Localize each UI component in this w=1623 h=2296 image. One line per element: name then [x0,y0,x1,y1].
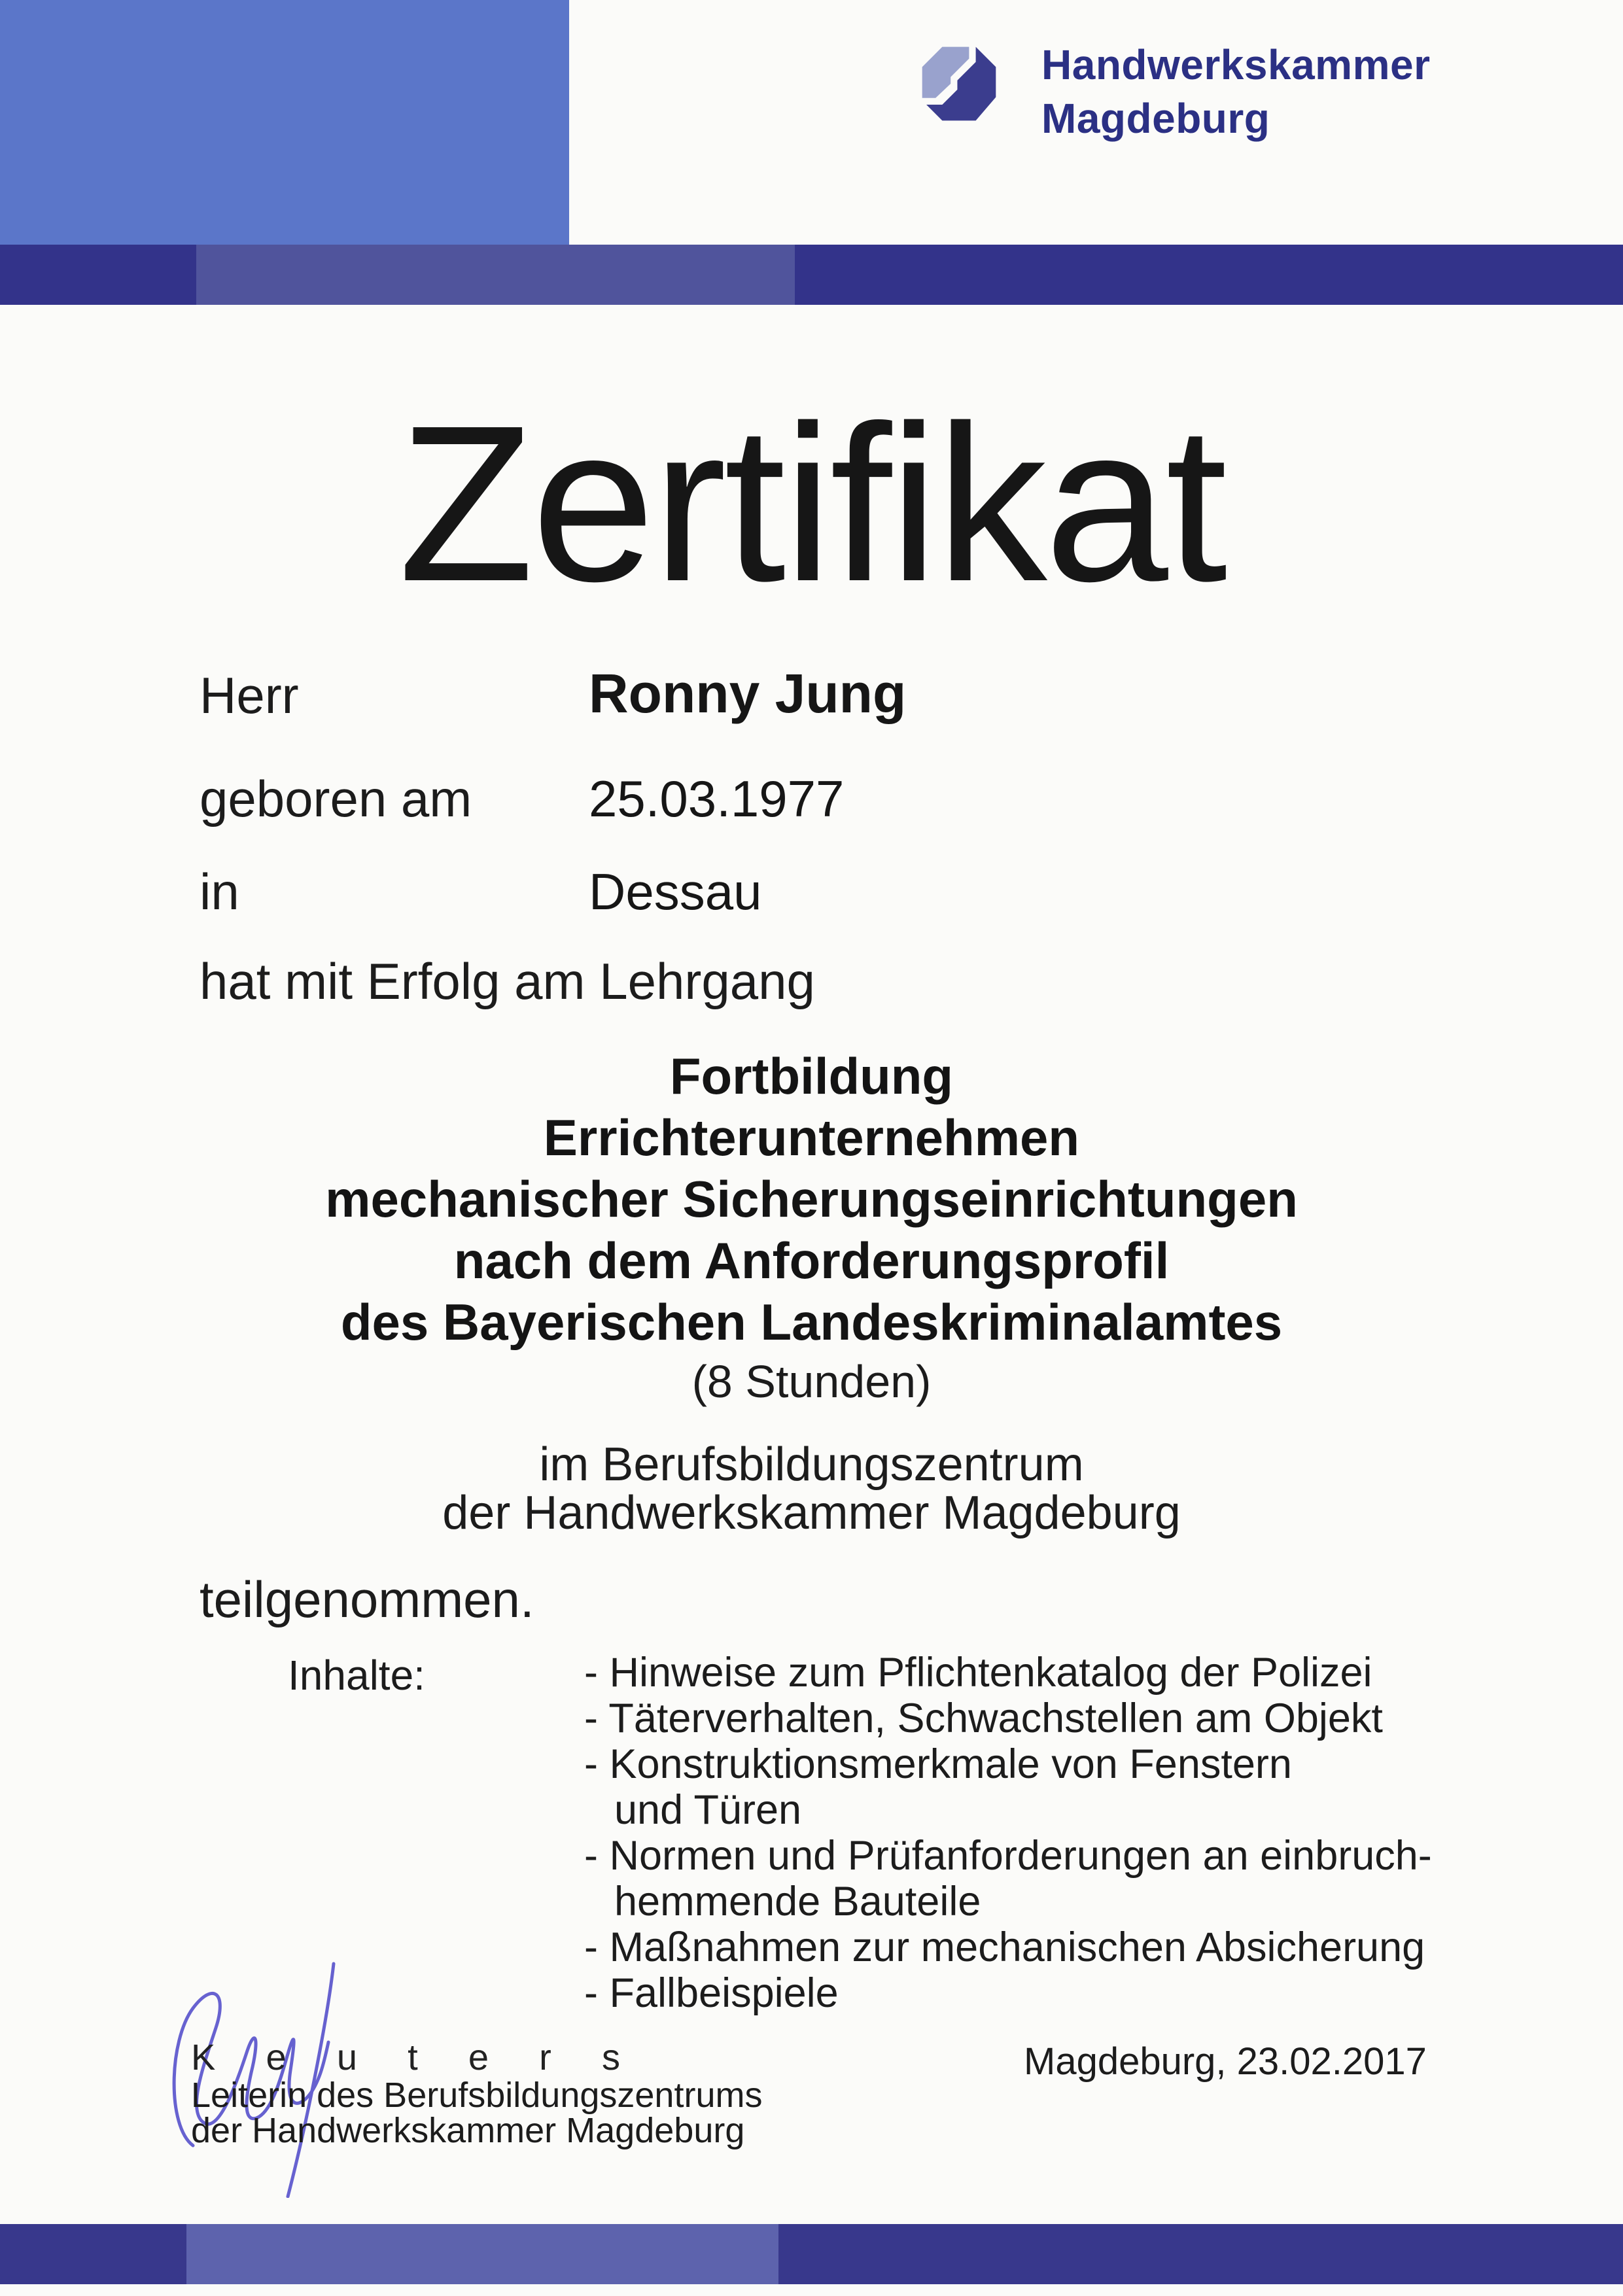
course-title-line: Fortbildung [669,1047,954,1105]
footer-band [0,2224,1623,2284]
contents-list [584,1650,1448,2016]
content-line: - Normen und Prüfanforderungen an einbruch- [584,1833,1432,1879]
certificate-title: Zertifikat [398,379,1225,628]
salutation-label: Herr [200,667,299,724]
header-band-segment-dark-left [0,245,196,305]
course-title-line: mechanischer Sicherungseinrichtungen [325,1170,1298,1228]
course-title-line: Errichterunternehmen [543,1109,1080,1166]
signer-title-line-2: der Handwerkskammer Magdeburg [191,2111,745,2150]
birthplace-value: Dessau [589,863,762,920]
signer-title-line-1: Leiterin des Berufsbildungszentrums [191,2076,763,2115]
footer-band-segment-dark-right [778,2224,1623,2284]
course-title-line: des Bayerischen Landeskriminalamtes [340,1293,1283,1351]
content-line-continuation: hemmende Bauteile [614,1879,981,1924]
org-name-line2: Magdeburg [1041,95,1270,142]
contents-label: Inhalte: [288,1652,425,1699]
birth-date-label: geboren am [200,770,472,827]
birth-date-value: 25.03.1977 [589,770,845,827]
venue-line-1: im Berufsbildungszentrum [539,1438,1084,1491]
header-band-segment-dark-right [795,245,1623,305]
signer-name: K e u t e r s [191,2036,640,2078]
content-line: - Hinweise zum Pflichtenkatalog der Polizei [584,1650,1372,1696]
content-line: - Täterverhalten, Schwachstellen am Objekt [584,1696,1383,1741]
content-line-continuation: und Türen [614,1787,802,1833]
handwerkskammer-logo-icon [917,42,1001,126]
org-name [1041,38,1430,145]
header-color-block [0,0,569,245]
course-title-block [0,1045,1623,1353]
org-name-line1: Handwerkskammer [1041,41,1431,88]
recipient-name: Ronny Jung [589,663,907,724]
course-duration: (8 Stunden) [691,1356,932,1407]
content-line: - Konstruktionsmerkmale von Fenstern [584,1741,1292,1787]
participation-note: teilgenommen. [200,1571,534,1628]
course-title-line: nach dem Anforderungsprofil [453,1232,1170,1289]
content-line: - Maßnahmen zur mechanischen Absicherung [584,1924,1425,1970]
header-band [0,245,1623,305]
venue-line-2: der Handwerkskammer Magdeburg [442,1487,1181,1539]
place-and-date: Magdeburg, 23.02.2017 [1024,2040,1427,2083]
footer-band-segment-dark-left [0,2224,186,2284]
header-band-segment-medium [196,245,795,305]
content-line: - Fallbeispiele [584,1970,839,2016]
footer-band-segment-medium [186,2224,778,2284]
course-intro-line: hat mit Erfolg am Lehrgang [200,952,815,1010]
birthplace-label: in [200,863,239,920]
